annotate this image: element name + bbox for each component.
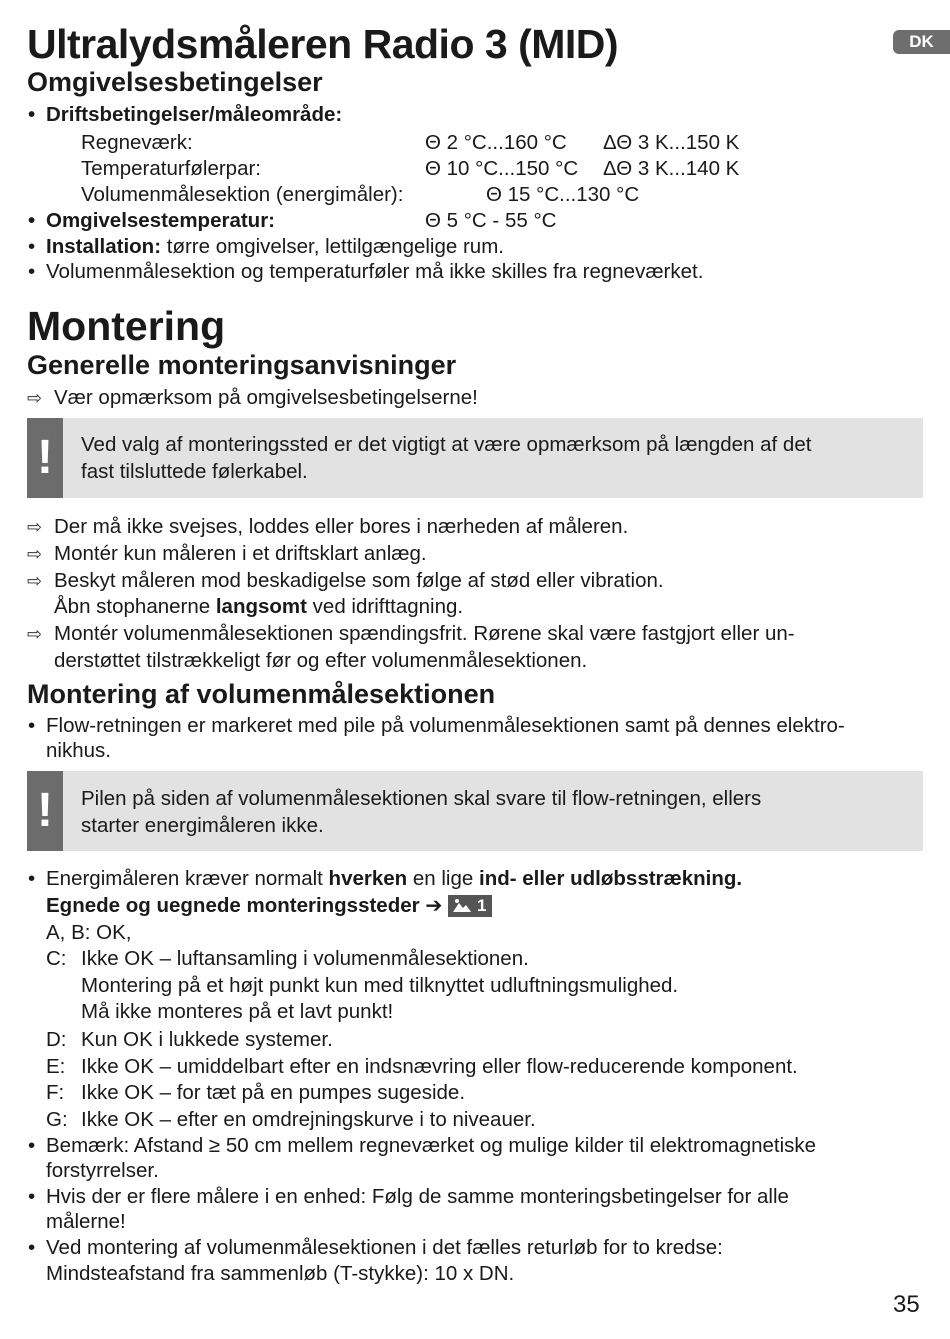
remark-note: • Bemærk: Afstand ≥ 50 cm mellem regneværket og mulige kilder til elektromagnetiske xyxy=(46,1133,816,1159)
exclamation-icon: ! xyxy=(37,431,53,484)
note-text: Montér volumenmålesektionen spændingsfrit. Rørene skal være fastgjort eller un- xyxy=(54,622,795,645)
position-g: Ikke OK – efter en omdrejningskurve i to niveauer. xyxy=(81,1108,536,1131)
note-text: Montér kun måleren i et driftsklart anlæg. xyxy=(54,542,427,565)
note-emphasis: langsomt xyxy=(215,595,307,618)
hollow-arrow-icon: ⇨ xyxy=(27,544,43,564)
position-key: F: xyxy=(46,1081,65,1104)
warning-text xyxy=(81,431,811,485)
installation-item xyxy=(46,234,504,260)
spec-range: Θ 10 °C...150 °C xyxy=(425,157,579,180)
remark-note-continuation: forstyrrelser. xyxy=(46,1159,159,1182)
note-continuation: derstøttet tilstrækkeligt før og efter volumenmålesektionen. xyxy=(54,649,588,672)
hollow-arrow-icon: ⇨ xyxy=(27,571,43,591)
suitable-label: Egnede og uegnede monteringssteder ➔ xyxy=(46,894,443,917)
suitable-locations xyxy=(46,893,492,919)
note-text: Der må ikke svejses, loddes eller bores i nærheden af måleren. xyxy=(54,515,629,538)
warning-line: Ved valg af monteringssted er det vigtigt at være opmærksom på længden af det xyxy=(81,433,812,456)
language-badge: DK xyxy=(893,30,950,54)
position-key: E: xyxy=(46,1055,66,1078)
position-key: C: xyxy=(46,947,67,970)
note-item xyxy=(27,568,664,594)
note-item xyxy=(27,385,478,411)
note-item xyxy=(27,541,427,567)
note-emphasis: ind- eller udløbsstrækning. xyxy=(479,867,743,890)
spec-delta: ΔΘ 3 K...150 K xyxy=(603,131,740,154)
installation-label: Installation: xyxy=(46,235,162,258)
note-text: Vær opmærksom på omgivelsesbetingelserne! xyxy=(54,386,478,409)
note-emphasis: hverken xyxy=(328,867,408,890)
note-item xyxy=(27,621,795,647)
position-key: D: xyxy=(46,1028,67,1051)
warning-box xyxy=(27,771,923,851)
flow-note: • Flow-retningen er markeret med pile på volumenmålesektionen samt på dennes elektro- xyxy=(46,713,845,739)
warning-text xyxy=(81,785,761,839)
spec-delta: ΔΘ 3 K...140 K xyxy=(603,157,740,180)
warning-line: fast tilsluttede følerkabel. xyxy=(81,460,308,483)
flow-note-continuation: nikhus. xyxy=(46,739,111,762)
page-title: Ultralydsmåleren Radio 3 (MID) xyxy=(27,21,619,67)
spec-range: Θ 15 °C...130 °C xyxy=(486,183,640,206)
energy-note xyxy=(46,866,742,892)
hollow-arrow-icon: ⇨ xyxy=(27,388,43,408)
position-key: G: xyxy=(46,1108,68,1131)
ambient-temp-label: • Omgivelsestemperatur: xyxy=(46,208,275,234)
image-reference xyxy=(448,895,492,917)
ambient-heading: Omgivelsesbetingelser xyxy=(27,67,323,97)
separate-note: • Volumenmålesektion og temperaturføler må ikke skilles fra regneværket. xyxy=(46,259,703,285)
volume-heading: Montering af volumenmålesektionen xyxy=(27,679,496,709)
spec-label: Regneværk: xyxy=(81,131,193,154)
position-f: Ikke OK – for tæt på en pumpes sugeside. xyxy=(81,1081,466,1104)
picture-icon xyxy=(452,897,472,913)
return-note: • Ved montering af volumenmålesektionen i det fælles returløb for to kredse: xyxy=(46,1235,723,1261)
note-continuation xyxy=(54,594,463,620)
installation-text: tørre omgivelser, lettilgængelige rum. xyxy=(161,235,504,258)
note-text: ved idrifttagning. xyxy=(306,595,464,618)
note-item xyxy=(27,514,629,540)
note-text: Åbn stophanerne xyxy=(54,595,216,618)
return-note-continuation: Mindsteafstand fra sammenløb (T-stykke): 10 x DN. xyxy=(46,1262,515,1285)
spec-range: Θ 2 °C...160 °C xyxy=(425,131,567,154)
hollow-arrow-icon: ⇨ xyxy=(27,624,43,644)
warning-line: Pilen på siden af volumenmålesektionen skal svare til flow-retningen, ellers xyxy=(81,787,762,810)
position-d: Kun OK i lukkede systemer. xyxy=(81,1028,333,1051)
spec-label: Temperaturfølerpar: xyxy=(81,157,262,180)
mounting-heading: Montering xyxy=(27,303,226,349)
position-e: Ikke OK – umiddelbart efter en indsnævring eller flow-reducerende komponent. xyxy=(81,1055,798,1078)
warning-box xyxy=(27,418,923,498)
general-heading: Generelle monteringsanvisninger xyxy=(27,350,457,380)
operating-label: • Driftsbetingelser/måleområde: xyxy=(46,102,342,128)
ambient-temp-value: Θ 5 °C - 55 °C xyxy=(425,209,557,232)
image-ref-number: 1 xyxy=(476,896,487,915)
exclamation-icon: ! xyxy=(37,784,53,837)
note-text: Energimåleren kræver normalt xyxy=(46,867,329,890)
warning-line: starter energimåleren ikke. xyxy=(81,814,324,837)
position-ab: A, B: OK, xyxy=(46,921,132,944)
position-c: Montering på et højt punkt kun med tilknyttet udluftningsmulighed. xyxy=(81,974,679,997)
note-text: Beskyt måleren mod beskadigelse som følge af stød eller vibration. xyxy=(54,569,664,592)
hollow-arrow-icon: ⇨ xyxy=(27,517,43,537)
multi-meter-note: • Hvis der er flere målere i en enhed: Følg de samme monteringsbetingelser for alle xyxy=(46,1184,789,1210)
note-text: en lige xyxy=(407,867,479,890)
multi-meter-note-continuation: målerne! xyxy=(46,1210,126,1233)
position-c: Ikke OK – luftansamling i volumenmålesektionen. xyxy=(81,947,529,970)
page-number: 35 xyxy=(893,1291,920,1318)
position-c: Må ikke monteres på et lavt punkt! xyxy=(81,1000,394,1023)
spec-label: Volumenmålesektion (energimåler): xyxy=(81,183,404,206)
